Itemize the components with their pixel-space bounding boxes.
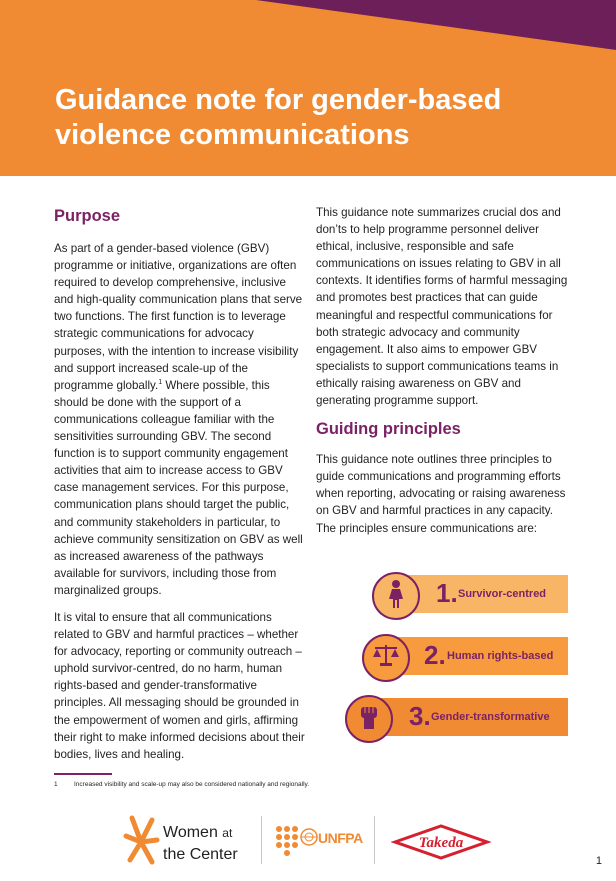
principle-label: Human rights-based bbox=[447, 650, 554, 662]
scales-icon bbox=[371, 643, 401, 674]
principle-number: 3. bbox=[409, 701, 431, 731]
purpose-paragraph-2: It is vital to ensure that all communications related to GBV and harmful practices – whether for advocacy, reporting or community outreach – uphold survivor-centred, do no harm, human rights-based and gender-transformative principles. All messaging should be grounded in the empowerment of women and girls, affirming their right to make informed decisions about their bodies, lives and healing. bbox=[54, 610, 305, 761]
principle-number: 2. bbox=[424, 640, 446, 670]
principle-1 bbox=[372, 572, 568, 616]
principle-icon-circle bbox=[362, 634, 410, 682]
header-accent-wedge bbox=[256, 0, 616, 50]
women-at-the-center-logo-text: Women at the Center bbox=[163, 824, 238, 863]
right-column bbox=[316, 204, 568, 547]
footnote-ref[interactable]: 1 bbox=[158, 378, 163, 386]
raised-fist-icon bbox=[358, 703, 380, 736]
footnote-divider bbox=[54, 773, 112, 775]
footnote-text: Increased visibility and scale-up may also be considered nationally and regionally. bbox=[74, 781, 310, 788]
un-emblem-icon bbox=[300, 828, 318, 851]
unfpa-dots-icon bbox=[274, 824, 300, 863]
left-column bbox=[54, 200, 306, 773]
person-icon bbox=[385, 579, 407, 614]
logo-divider bbox=[374, 816, 375, 864]
principle-3 bbox=[345, 695, 568, 739]
header-banner bbox=[0, 0, 616, 176]
page-number: 1 bbox=[595, 855, 602, 867]
page-title: Guidance note for gender-based violence communications bbox=[55, 84, 502, 151]
principle-number: 1. bbox=[436, 578, 458, 608]
guiding-principles-paragraph: This guidance note outlines three principles to guide communications and programming efforts when reporting, advocating or raising awareness on GBV and harmful practices in any capacity. The principles ensure communications are: bbox=[316, 453, 566, 535]
svg-text:Takeda: Takeda bbox=[418, 835, 464, 851]
purpose-heading: Purpose bbox=[54, 207, 121, 225]
purpose-paragraph-1: As part of a gender-based violence (GBV) programme or initiative, organizations are often required to develop comprehensive, inclusive and high-quality communication plans that serve two functions. The first function is to leverage strategic communications for advocacy purposes, with the intention to increase visibility and support increased scale-up of the programme globally.$^1$ Where possible, this should be done with the support of a communications colleague familiar with the sensitivities surrounding GBV. The second function is to support community engagement activities that aim to increase access to GBV case management services. For this purpose, communication plans should target the public, and community stakeholders in particular, to achieve community sensitization on GBV as well as increased awareness of the pathways available for survivors, including those from marginalized groups. bbox=[54, 242, 303, 597]
principle-label: Survivor-centred bbox=[458, 588, 547, 600]
takeda-logo-icon bbox=[391, 822, 491, 867]
guiding-principles-heading: Guiding principles bbox=[316, 420, 461, 439]
principle-2 bbox=[362, 634, 568, 678]
principle-icon-circle bbox=[372, 572, 420, 620]
women-at-the-center-logo-icon bbox=[122, 814, 160, 875]
logo-divider bbox=[261, 816, 262, 864]
footnote bbox=[54, 781, 309, 788]
partner-logos bbox=[0, 806, 616, 876]
intro-paragraph: This guidance note summarizes crucial dos and don’ts to help programme personnel deliver ethical, inclusive, responsible and safe communications on issues relating to GBV in all contexts. It identifies forms of harmful messaging and promotes best practices that can guide meaningful and respectful communications for both strategic advocacy and community engagement. It also aims to empower GBV specialists to support communications teams in ethically raising awareness on GBV and generating programme support. bbox=[316, 206, 568, 408]
principle-icon-circle bbox=[345, 695, 393, 743]
unfpa-logo-text: UNFPA bbox=[318, 830, 363, 846]
principle-label: Gender-transformative bbox=[431, 711, 550, 723]
footnote-number: 1 bbox=[54, 781, 58, 788]
